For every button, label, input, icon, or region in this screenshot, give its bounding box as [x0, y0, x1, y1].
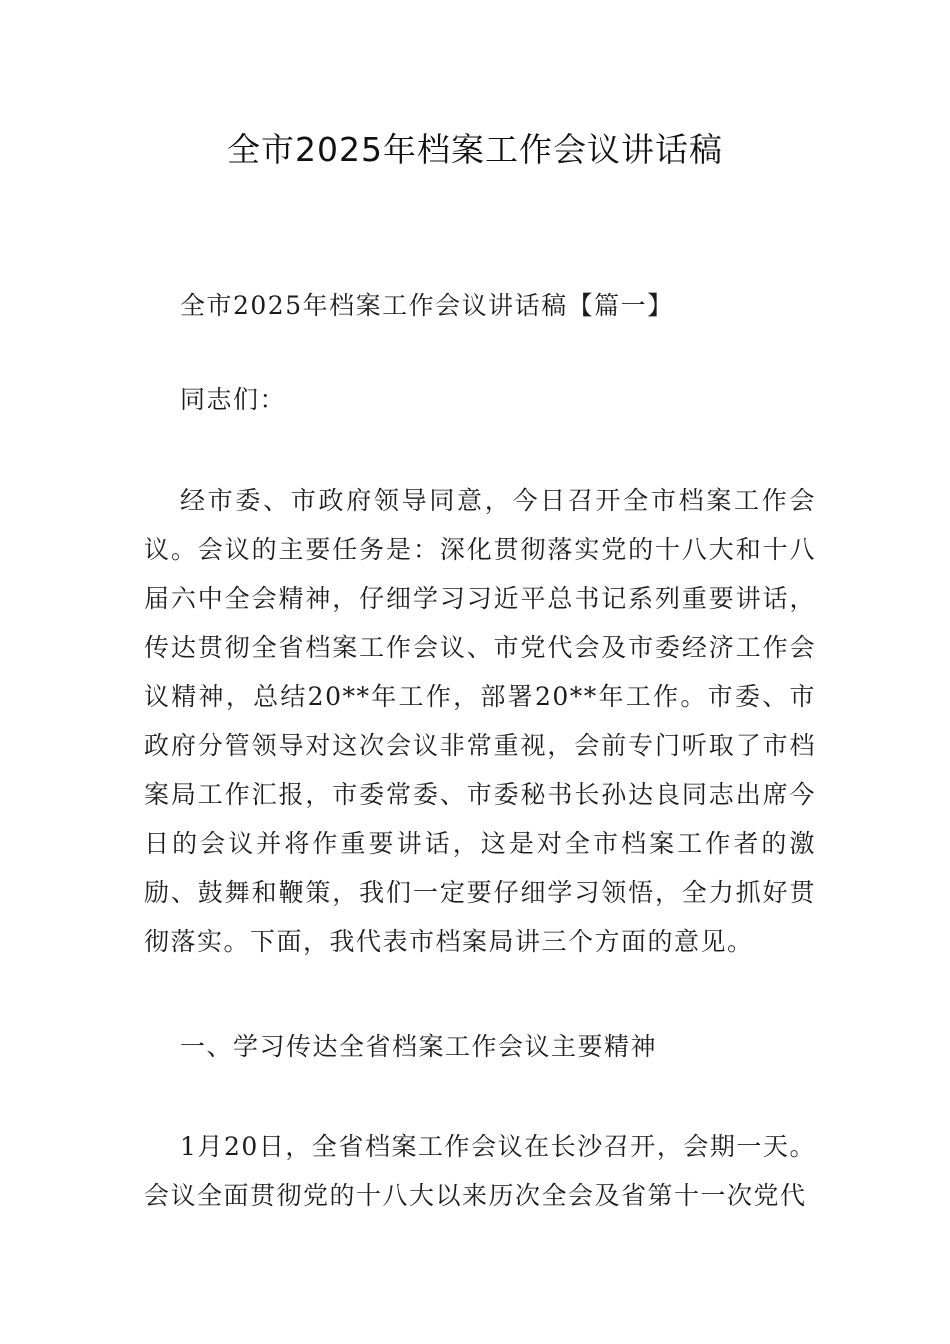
section-heading-1: 一、学习传达全省档案工作会议主要精神	[180, 1032, 658, 1061]
document-title: 全市2025年档案工作会议讲话稿	[227, 130, 723, 169]
document-subtitle: 全市2025年档案工作会议讲话稿【篇一】	[180, 291, 674, 320]
greeting: 同志们：	[180, 385, 287, 414]
section-1-paragraph: 1月20日，全省档案工作会议在长沙召开，会期一天。会议全面贯彻党的十八大以来历次全会及省第十一次党代	[144, 1132, 816, 1210]
intro-paragraph: 经市委、市政府领导同意，今日召开全市档案工作会议。会议的主要任务是：深化贯彻落实党的十八大和十八届六中全会精神，仔细学习习近平总书记系列重要讲话，传达贯彻全省档案工作会议、市党代会及市委经济工作会议精神，总结20**年工作，部署20**年工作。市委、市政府分管领导对这次会议非常重视，会前专门听取了市档案局工作汇报，市委常委、市委秘书长孙达良同志出席今日的会议并将作重要讲话，这是对全市档案工作者的激励、鼓舞和鞭策，我们一定要仔细学习领悟，全力抓好贯彻落实。下面，我代表市档案局讲三个方面的意见。	[144, 486, 816, 956]
